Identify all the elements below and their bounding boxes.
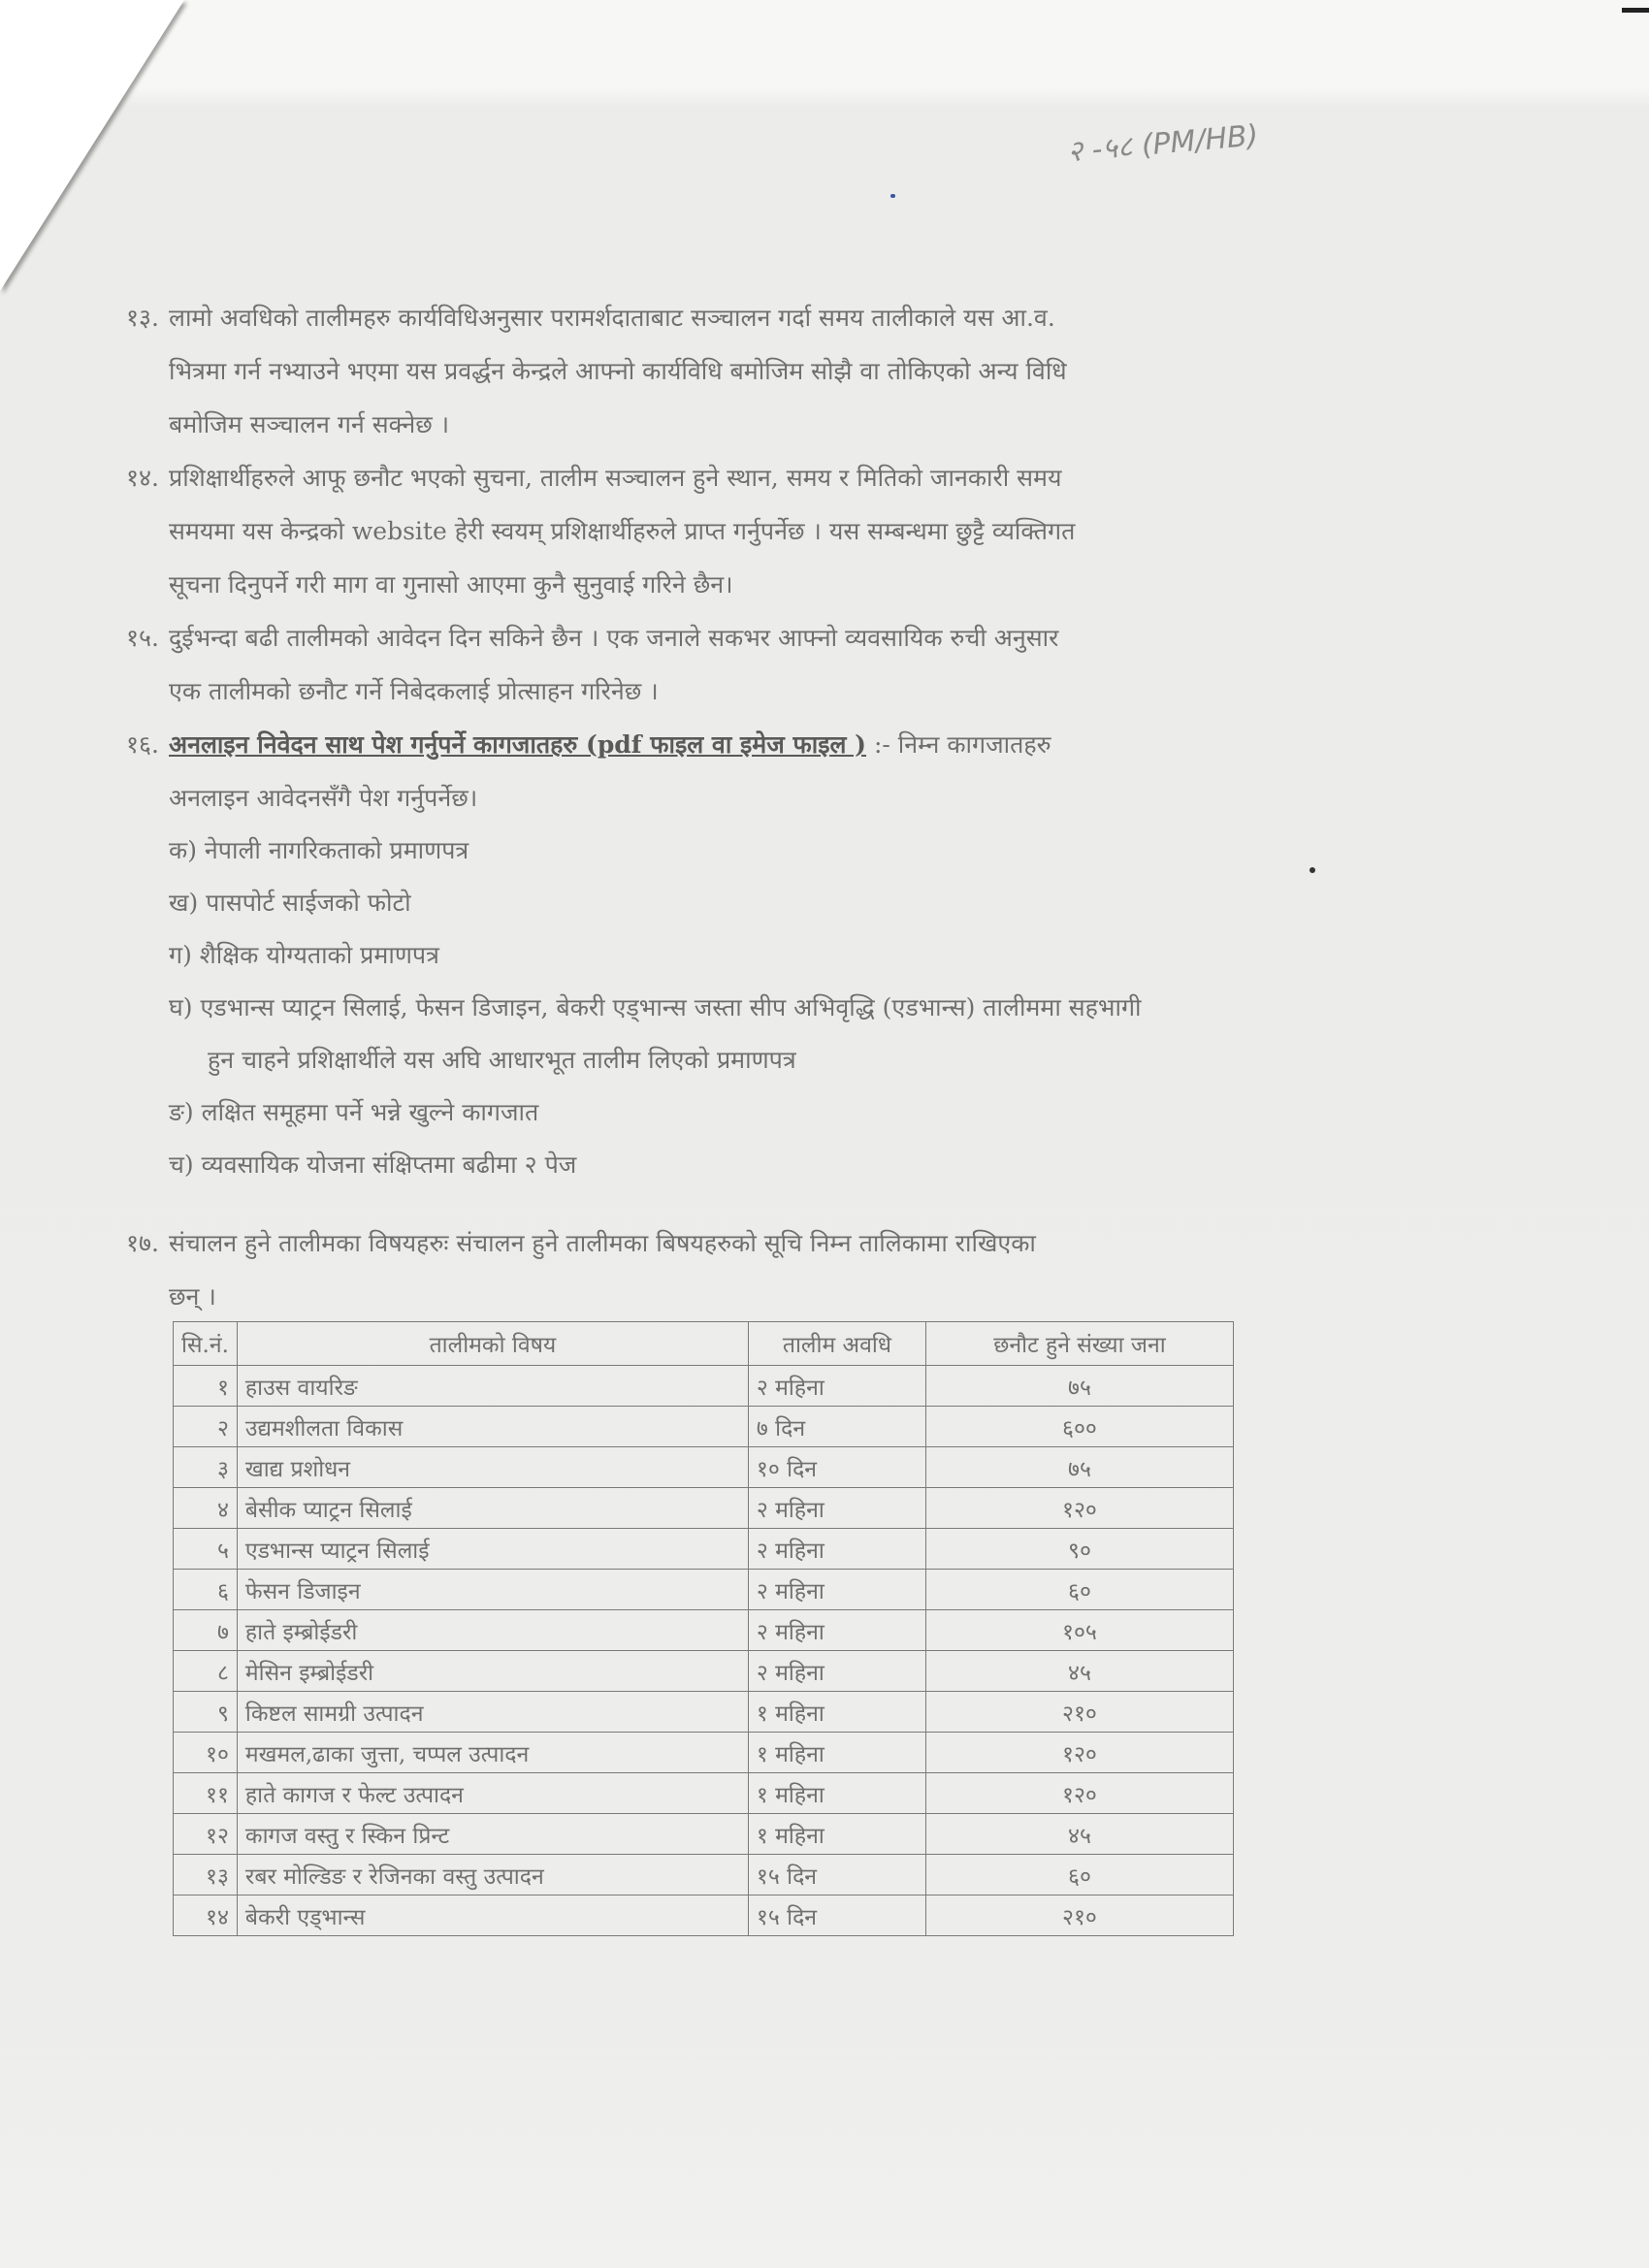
table-row: ९ किष्टल सामग्री उत्पादन १ महिना २१० (174, 1692, 1234, 1733)
edge-mark (1622, 8, 1649, 13)
document-body (126, 291, 1339, 1323)
handwritten-note: २ -५८ (PM/HB) (1065, 118, 1260, 170)
table-row: २ उद्यमशीलता विकास ७ दिन ६०० (174, 1407, 1234, 1447)
column-header: तालीम अवधि (748, 1322, 925, 1366)
table-row: १ हाउस वायरिङ २ महिना ७५ (174, 1366, 1234, 1407)
column-header: तालीमको विषय (237, 1322, 748, 1366)
column-header: सि.नं. (174, 1322, 238, 1366)
table-row: १२ कागज वस्तु र स्किन प्रिन्ट १ महिना ४५ (174, 1814, 1234, 1855)
folded-corner (0, 0, 184, 291)
table-row: ३ खाद्य प्रशोधन १० दिन ७५ (174, 1447, 1234, 1488)
list-item: ङ) लक्षित समूहमा पर्ने भन्ने खुल्ने कागजात (169, 1098, 539, 1126)
table-row: १४ बेकरी एड्भान्स १५ दिन २१० (174, 1895, 1234, 1936)
training-table (173, 1321, 1234, 1936)
table-row: ५ एडभान्स प्याट्रन सिलाई २ महिना ९० (174, 1529, 1234, 1570)
column-header: छनौट हुने संख्या जना (925, 1322, 1233, 1366)
list-item: क) नेपाली नागरिकताको प्रमाणपत्र (169, 836, 469, 864)
list-item: घ) एडभान्स प्याट्रन सिलाई, फेसन डिजाइन, बेकरी एड्भान्स जस्ता सीप अभिवृद्धि (एडभान्स) तालीममा सहभागी हुन चाहने प्रशिक्षार्थीले यस अघि आधारभूत तालीम लिएको प्रमाणपत्र (169, 993, 1142, 1074)
paragraph-17: १७. संचालन हुने तालीमका विषयहरुः संचालन हुने तालीमका बिषयहरुको सूचि निम्न तालिकामा राखिएका छन् । (126, 1229, 1036, 1311)
table-header-row (174, 1322, 1234, 1366)
list-item: ख) पासपोर्ट साईजको फोटो (169, 889, 411, 917)
list-item: च) व्यवसायिक योजना संक्षिप्तमा बढीमा २ पेज (169, 1150, 577, 1179)
document-list (126, 825, 1339, 1191)
table-row: ७ हाते इम्ब्रोईडरी २ महिना १०५ (174, 1610, 1234, 1651)
paragraph-16: १६. अनलाइन निवेदन साथ पेश गर्नुपर्ने कागजातहरु (pdf फाइल वा इमेज फाइल ) :- निम्न कागजातहरु अनलाइन आवेदनसँगै पेश गर्नुपर्नेछ। (126, 730, 1051, 812)
table-row: ११ हाते कागज र फेल्ट उत्पादन १ महिना १२० (174, 1773, 1234, 1814)
paragraph-15: १५. दुईभन्दा बढी तालीमको आवेदन दिन सकिने छैन । एक जनाले सकभर आफ्नो व्यवसायिक रुची अनुसार एक तालीमको छनौट गर्ने निबेदकलाई प्रोत्साहन गरिनेछ । (126, 624, 1059, 705)
table-row: १० मखमल,ढाका जुत्ता, चप्पल उत्पादन १ महिना १२० (174, 1733, 1234, 1773)
table-row: ८ मेसिन इम्ब्रोईडरी २ महिना ४५ (174, 1651, 1234, 1692)
paragraph-14: १४. प्रशिक्षार्थीहरुले आफू छनौट भएको सुचना, तालीम सञ्चालन हुने स्थान, समय र मितिको जानकारी समय समयमा यस केन्द्रको website हेरी स्वयम् प्रशिक्षार्थीहरुले प्राप्त गर्नुपर्नेछ । यस सम्बन्धमा छुट्टै व्यक्तिगत सूचना दिनुपर्ने गरी माग वा गुनासो आएमा कुनै सुनुवाई गरिने छैन। (126, 464, 1076, 599)
table-row: १३ रबर मोल्डिङ र रेजिनका वस्तु उत्पादन १५ दिन ६० (174, 1855, 1234, 1895)
paragraph-13: १३. लामो अवधिको तालीमहरु कार्यविधिअनुसार परामर्शदाताबाट सञ्चालन गर्दा समय तालीकाले यस आ.व. भित्रमा गर्न नभ्याउने भएमा यस प्रवर्द्धन केन्द्रले आफ्नो कार्यविधि बमोजिम सोझै वा तोकिएको अन्य विधि बमोजिम सञ्चालन गर्न सक्नेछ । (126, 304, 1067, 438)
ink-dot (890, 194, 895, 198)
list-item: ग) शैक्षिक योग्यताको प्रमाणपत्र (169, 941, 439, 969)
paragraph-16-heading: अनलाइन निवेदन साथ पेश गर्नुपर्ने कागजातहरु (pdf फाइल वा इमेज फाइल ) (169, 730, 866, 759)
table-row: ४ बेसीक प्याट्रन सिलाई २ महिना १२० (174, 1488, 1234, 1529)
table-row: ६ फेसन डिजाइन २ महिना ६० (174, 1570, 1234, 1610)
